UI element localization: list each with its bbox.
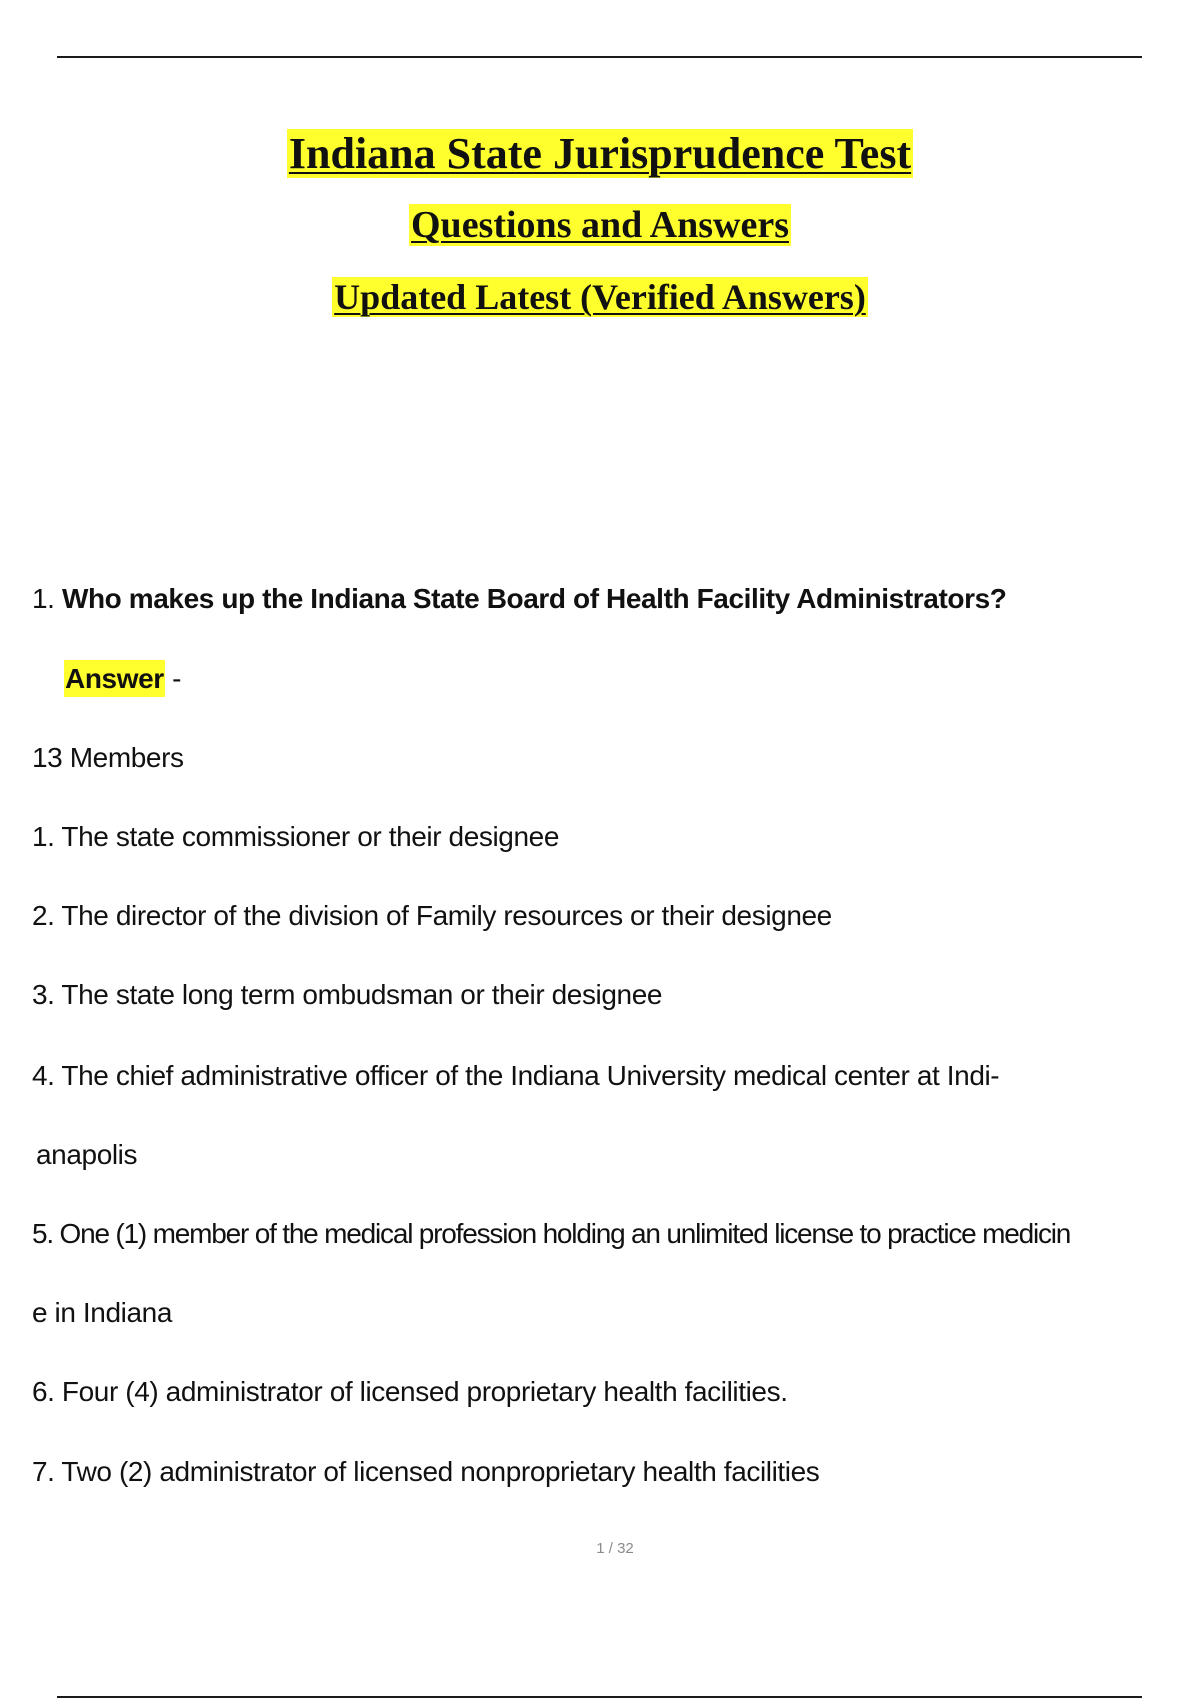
answer-members-count: 13 Members — [32, 742, 184, 773]
answer-item-3: 3. The state long term ombudsman or their designee — [32, 979, 663, 1010]
bottom-divider — [57, 1696, 1142, 1698]
answer-item-5: 5. One (1) member of the medical profession holding an unlimited license to practice medicin — [32, 1218, 1071, 1249]
answer-dash: - — [164, 663, 182, 694]
question-text: Who makes up the Indiana State Board of Health Facility Administrators? — [61, 583, 1007, 614]
answer-item-2: 2. The director of the division of Family resources or their designee — [32, 900, 832, 931]
answer-item-4: 4. The chief administrative officer of the Indiana University medical center at Indi- — [32, 1060, 1000, 1091]
document-subtitle — [0, 203, 1200, 247]
answer-item-7: 7. Two (2) administrator of licensed nonproprietary health facilities — [32, 1456, 820, 1487]
document-tagline-text: Updated Latest (Verified Answers) — [334, 277, 866, 317]
question-1 — [32, 583, 1006, 615]
answer-item-1: 1. The state commissioner or their designee — [32, 821, 559, 852]
document-subtitle-text: Questions and Answers — [411, 204, 789, 246]
answer-label: Answer — [64, 660, 165, 697]
top-divider — [57, 56, 1142, 58]
document-title-text: Indiana State Jurisprudence Test — [288, 129, 912, 178]
question-number: 1. — [32, 583, 55, 614]
answer-item-5-continued: e in Indiana — [32, 1297, 172, 1328]
answer-item-4-continued: anapolis — [36, 1139, 138, 1170]
answer-item-6: 6. Four (4) administrator of licensed proprietary health facilities. — [32, 1376, 788, 1407]
document-title — [0, 128, 1200, 179]
answer-heading — [64, 663, 181, 695]
page-indicator: 1 / 32 — [596, 1540, 634, 1557]
document-tagline — [0, 276, 1200, 318]
